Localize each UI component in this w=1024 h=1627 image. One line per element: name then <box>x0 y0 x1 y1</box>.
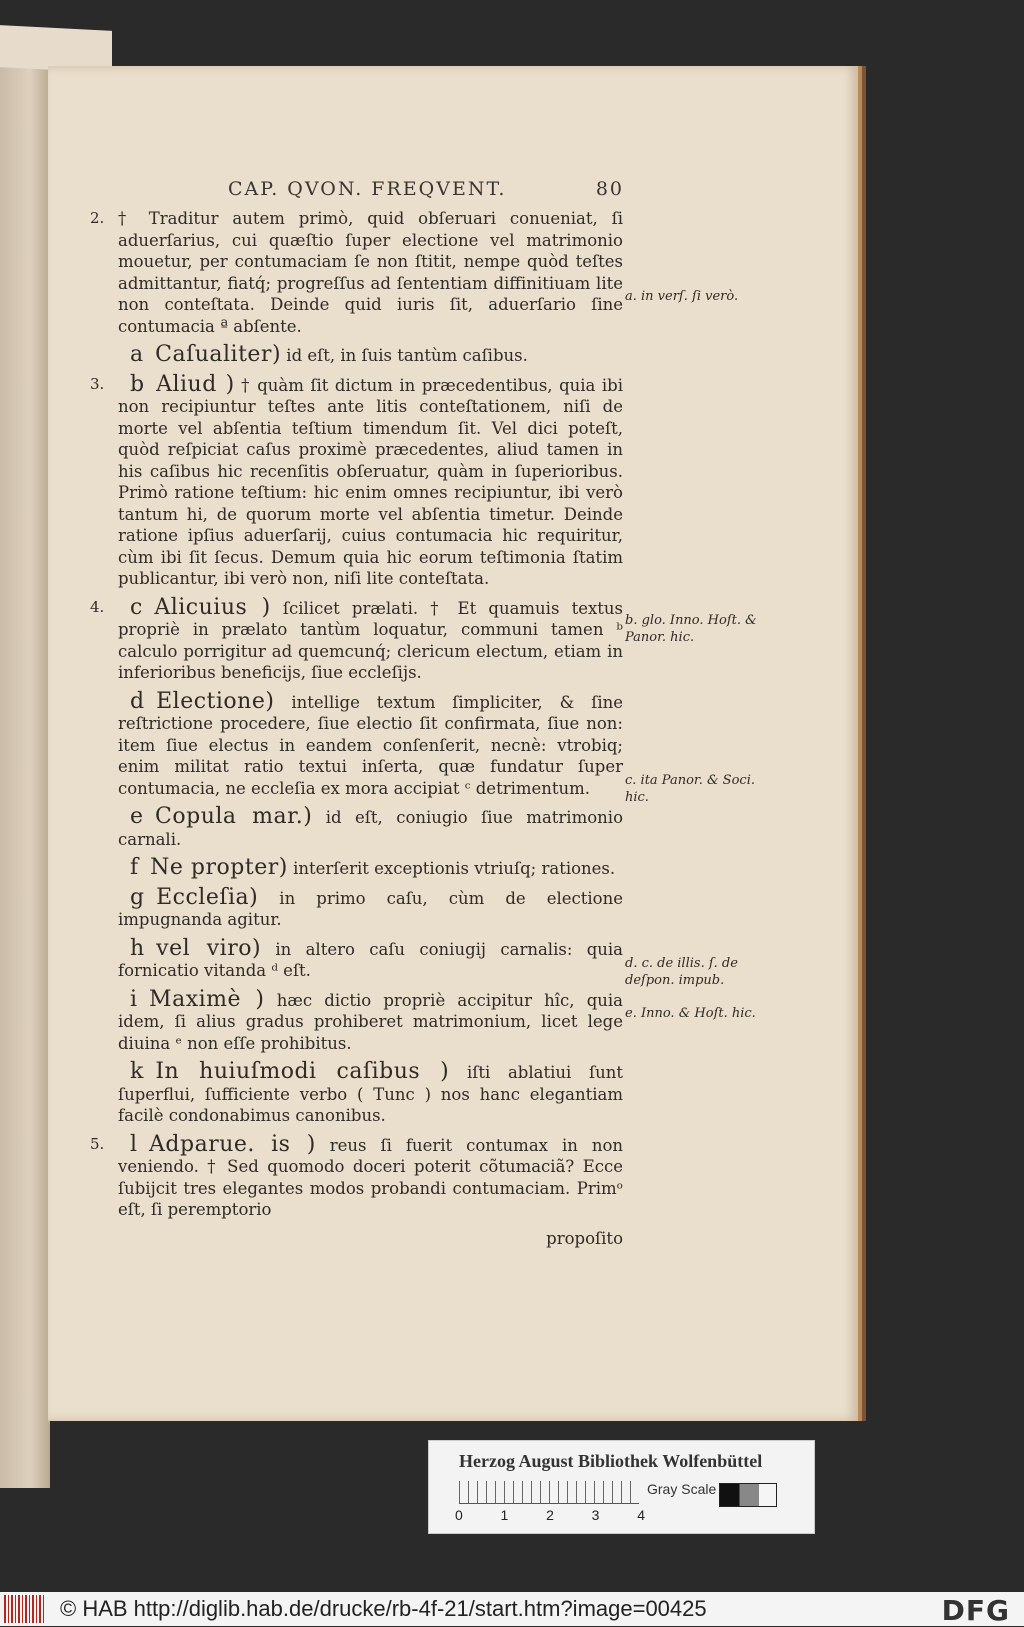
paragraph-text: † Traditur autem primò, quid obſeruari conueniat, ſi aduerſarius, cui quæſtio ſuper electione vel matrimonio mouetur, per contumaciam ſe non ſtitit, nempe quòd teſtes admittantur, fiatq́; progreſſus ad ſententiam diffinitiuam lite non conteſtata. Deinde quid iuris ſit, aduerſario ſine contumacia ª abſente. <box>118 209 623 336</box>
ruler-number: 2 <box>546 1507 554 1523</box>
paragraph <box>118 986 624 1055</box>
note-letter: g <box>130 884 145 910</box>
note-letter: i <box>130 986 138 1012</box>
hab-logo-icon <box>4 1595 46 1623</box>
note-letter: b <box>130 371 145 397</box>
lemma: Electione) <box>156 688 275 714</box>
ruler-number: 4 <box>637 1507 645 1523</box>
ruler-number: 1 <box>500 1507 509 1523</box>
dfg-logo: DFG <box>941 1594 1010 1627</box>
running-header <box>228 178 624 200</box>
ruler-number: 3 <box>591 1507 600 1523</box>
library-title: Herzog August Bibliothek Wolfenbüttel <box>459 1451 763 1471</box>
paragraph-text: in altero caſu coniugij carnalis: quia fornicatio vitanda ᵈ eſt. <box>118 939 623 980</box>
section-number: 4. <box>90 597 105 616</box>
left-page-edge <box>0 28 50 1488</box>
paragraph-text: in primo caſu, cùm de electione impugnanda agitur. <box>118 888 623 929</box>
paragraph-text: † quàm ſit dictum in præcedentibus, quia ibi non recipiuntur teſtes ante litis conteſtationem, niſi de morte vel abſentia teſtium timendum ſit. Vel dici poteſt, quòd reſpiciat caſus proximè præcedentes, aliud tamen in his caſibus hic recenſitis obſeruatur, quàm in ſuperioribus. Primò ratione teſtium: hic enim omnes recipiuntur, ibi verò tantum hi, de quorum morte vel abſentia timetur. Deinde ratione ipſius aduerſarij, cuius contumacia hic requiritur, cùm ibi ſit ſecus. Demum quia hic eorum teſtimonia ſtatim publicantur, ibi verò non, niſi lite conteſtata. <box>118 375 623 588</box>
note-letter: h <box>130 935 145 961</box>
paragraph <box>118 884 623 931</box>
note-letter: f <box>130 855 139 880</box>
paragraph-text: iſti ablatiui ſunt ſuperflui, ſufficiente verbo ( Tunc ) nos hanc elegantiam facilè condonabimus canonibus. <box>118 1063 623 1125</box>
catchword: propoſito <box>546 1228 623 1248</box>
paragraph-text: interſerit exceptionis vtriuſq; rationes. <box>293 859 616 878</box>
paragraph <box>90 1131 624 1221</box>
paragraph-text: reus ſi fuerit contumax in non veniendo. † Sed quomodo doceri poterit cõtumaciã? Ecce ſubijcit tres elegantes modos probandi contumaciam. Primᵒ eſt, ſi peremptorio <box>118 1135 624 1219</box>
gray-scale-bar <box>719 1483 777 1507</box>
main-text-column <box>90 208 624 1249</box>
page-number: 80 <box>595 178 624 200</box>
lemma: Caſualiter) <box>155 342 282 367</box>
paragraph <box>118 1061 623 1127</box>
margin-note: d. c. de illis. ſ. de deſpon. impub. <box>625 956 738 988</box>
lemma: Maximè ) <box>149 986 265 1012</box>
copyright-link[interactable]: © HAB http://diglib.hab.de/drucke/rb-4f-21/start.htm?image=00425 <box>60 1596 707 1621</box>
margin-note: b. glo. Inno. Hoſt. & Panor. hic. <box>625 613 757 645</box>
note-letter: d <box>130 688 145 714</box>
gray-scale-label: Gray Scale <box>647 1481 717 1497</box>
lemma: Copula mar.) <box>155 804 313 829</box>
paragraph <box>118 806 623 850</box>
paragraph <box>118 344 623 367</box>
paragraph <box>118 688 623 800</box>
scale-ruler <box>459 1481 639 1504</box>
margin-note: e. Inno. & Hoſt. hic. <box>625 1006 756 1021</box>
section-number: 5. <box>90 1134 105 1153</box>
paragraph-text: id eſt, in ſuis tantùm caſibus. <box>286 346 528 365</box>
margin-note: c. ita Panor. & Soci. hic. <box>625 773 755 805</box>
paragraph <box>90 208 623 337</box>
lemma: Ne propter) <box>150 855 288 880</box>
ruler-number: 0 <box>455 1507 463 1523</box>
lemma: In huiuſmodi caſibus ) <box>155 1059 450 1084</box>
paragraph <box>118 857 623 880</box>
running-title: CAP. QVON. FREQVENT. <box>228 178 507 200</box>
paragraph <box>90 371 623 590</box>
section-number: 3. <box>90 374 105 393</box>
paragraph <box>90 594 623 684</box>
lemma: Alicuius ) <box>154 594 271 620</box>
note-letter: k <box>130 1059 144 1084</box>
ruler-numbers <box>455 1507 645 1523</box>
paragraph-text: intellige textum ſimpliciter, & ſine reſtrictione procedere, ſiue electio ſit confirmata, ſiue non: item ſiue electus in eandem conſenſerit, necnè: vtrobiq; enim militat ratio textui inſerta, quæ fundatur ſuper contumacia, ne eccleſia ex mora accipiat ᶜ detrimentum. <box>118 692 623 798</box>
lemma: Eccleſia) <box>156 884 259 910</box>
viewer-footer <box>0 1592 1024 1626</box>
note-letter: e <box>130 804 144 829</box>
note-letter: c <box>130 594 143 620</box>
paragraph-text: id eſt, coniugio ſiue matrimonio carnali. <box>118 808 624 849</box>
paragraph-text: hæc dictio propriè accipitur hîc, quia idem, ſi alius gradus prohiberet matrimonium, licet lege diuina ᵉ non eſſe prohibitus. <box>118 990 624 1053</box>
lemma: Aliud ) <box>156 371 235 397</box>
note-letter: a <box>130 342 144 367</box>
paragraph <box>118 935 623 982</box>
lemma: Adparue. is ) <box>149 1131 316 1157</box>
paragraph-text: ſcilicet prælati. † Et quamuis textus propriè in prælato tantùm loquatur, communi tamen ᵇ calculo porrigitur ad quemcunq́; clericum electum, etiam in inferioribus beneficijs, ſiue eccleſijs. <box>118 598 623 682</box>
margin-note: a. in verſ. ſi verò. <box>625 289 739 304</box>
lemma: vel viro) <box>156 935 262 961</box>
section-number: 2. <box>90 209 105 227</box>
note-letter: l <box>130 1131 138 1157</box>
library-color-target <box>428 1440 815 1534</box>
